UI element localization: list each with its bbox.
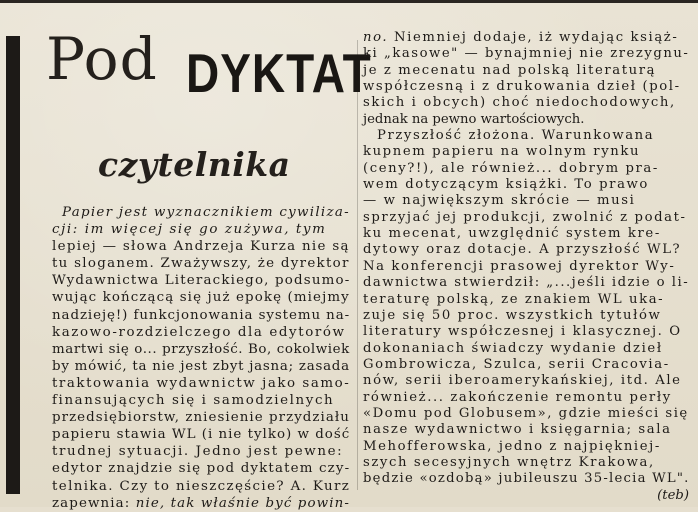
text-line: nasze wydawnictwo i księgarnia; sala (363, 422, 672, 438)
text-line: zapewnia: nie, tak właśnie być powin- (52, 495, 350, 511)
text-line: dokonaniach świadczy wydanie dzieł (363, 340, 663, 356)
left-black-bar (6, 36, 20, 494)
text-line: — w największym skrócie — musi (363, 193, 636, 209)
text-line: Na konferencji prasowej dyrektor Wy- (363, 258, 676, 274)
text-line: literatury współczesnej i klasycznej. O (363, 324, 682, 340)
text-line: ku mecenat, uwzględnić system kre- (363, 226, 661, 242)
text-line: jednak na pewno wartościowych. (363, 111, 585, 127)
text-line: (ceny?!), ale również... dobrym pra- (363, 160, 659, 176)
text-line: Papier jest wyznacznikiem cywiliza- (62, 205, 350, 220)
text-line: tu sloganem. Zważywszy, że dyrektor (52, 256, 350, 272)
left-text-column (52, 204, 350, 512)
text-line: wem dotyczącym książki. To prawo (363, 177, 649, 193)
headline-pod: Pod (46, 25, 158, 93)
text-line: Przyszłość złożona. Warunkowana (377, 128, 655, 144)
text-line: finansujących się i samodzielnych (52, 393, 335, 409)
text-line: nadzieję!) funkcjonowania systemu na- (52, 307, 351, 323)
text-line: dytowy oraz dotacje. A przyszłość WL? (363, 242, 682, 258)
text-line: zuje się 50 proc. wszystkich tytułów (363, 307, 662, 323)
text-line: telnika. Czy to nieszczęście? A. Kurz (52, 478, 351, 494)
headline-czytelnika: czytelnika (98, 145, 291, 184)
text-line: Mehofferowska, jedno z najpiękniej- (363, 438, 661, 454)
text-line: współczesną i z drukowania dzieł (pol- (363, 79, 681, 95)
text-line: papieru stawia WL (i nie tylko) w dość (52, 427, 351, 443)
text-line: trudnej sytuacji. Jedno jest pewne: (52, 444, 344, 460)
text-line: edytor znajdzie się pod dyktatem czy- (52, 461, 351, 477)
text-line: je z mecenatu nad polską literaturą (363, 62, 657, 78)
text-line: skich i obcych) choć niedochodowych, (363, 95, 676, 111)
text-line: Gombrowicza, Szulca, serii Cracovia- (363, 356, 670, 372)
text-line: ki „kasowe" — bynajmniej nie zrezygnu- (363, 46, 690, 62)
text-line: martwi się o... przyszłość. Bo, cokolwiek (52, 341, 350, 357)
right-text-column (363, 30, 689, 504)
text-line: no. Niemniej dodaje, iż wydając książ- (363, 30, 679, 45)
headline-dyktat: DYKTAT (186, 42, 372, 104)
column-divider (357, 40, 358, 490)
signature: (teb) (657, 487, 689, 503)
text-line: kupnem papieru na wolnym rynku (363, 144, 641, 160)
text-line: przedsiębiorstw, zniesienie przydziału (52, 410, 350, 426)
text-line: «Domu pod Globusem», gdzie mieści się (363, 405, 689, 421)
text-line: nów, serii iberoamerykańskiej, itd. Ale (363, 373, 682, 389)
top-rule (0, 0, 698, 3)
text-line: by mówić, ta nie jest zbyt jasna; zasada (52, 358, 350, 374)
text-line: dawnictwa stwierdził: „...jeśli idzie o li- (363, 275, 690, 291)
text-line: kazowo-rozdzielczego dla edytorów (52, 324, 346, 340)
text-line: również... zakończenie remontu perły (363, 389, 672, 405)
text-line: cji: im więcej się go zużywa, tym (52, 222, 327, 238)
text-line: teraturę polską, ze znakiem WL uka- (363, 291, 665, 307)
text-line: lepiej — słowa Andrzeja Kurza nie są (52, 239, 350, 255)
text-line: traktowania wydawnictw jako samo- (52, 375, 351, 391)
text-line: wując kończącą się już epokę (miejmy (52, 290, 350, 306)
text-line: szych secesyjnych wnętrz Krakowa, (363, 454, 655, 470)
text-line: będzie «ozdobą» jubileuszu 35-lecia WL". (363, 471, 690, 487)
text-line: sprzyjać jej produkcji, zwolnić z podat- (363, 209, 687, 225)
text-line: Wydawnictwa Literackiego, podsumo- (52, 273, 351, 289)
